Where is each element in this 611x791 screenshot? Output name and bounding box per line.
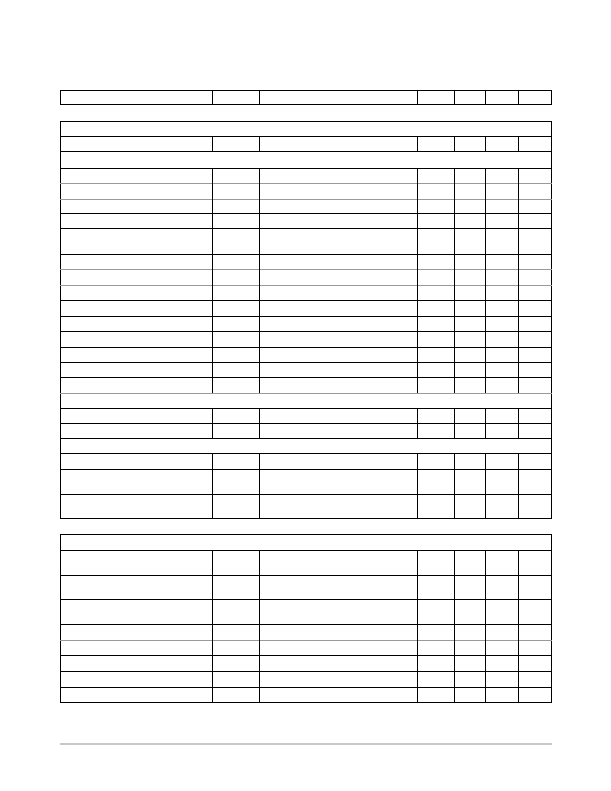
table-row-border xyxy=(60,469,552,470)
table-col-border xyxy=(485,90,486,105)
table-col-border xyxy=(212,168,213,393)
table-row-border xyxy=(60,168,552,169)
table-col-border xyxy=(454,90,455,105)
table-row-border xyxy=(60,136,552,137)
table-col-border xyxy=(454,550,455,702)
table-col-border xyxy=(518,408,519,438)
spec-table-two xyxy=(60,534,552,703)
table-row-border xyxy=(60,687,552,688)
table-col-border xyxy=(518,168,519,393)
table-col-border xyxy=(454,168,455,393)
table-col-border xyxy=(259,136,260,151)
table-row-border xyxy=(60,228,552,229)
table-row-border xyxy=(60,702,552,703)
table-col-border xyxy=(417,136,418,151)
table-border-right xyxy=(551,121,552,519)
footer-rule xyxy=(60,743,552,745)
table-row-border xyxy=(60,151,552,152)
table-row-border xyxy=(60,331,552,332)
table-row-border xyxy=(60,494,552,495)
table-col-border xyxy=(212,550,213,702)
table-col-border xyxy=(259,453,260,518)
table-col-border xyxy=(60,90,61,105)
table-border-left xyxy=(60,121,61,519)
table-col-border xyxy=(417,168,418,393)
table-col-border xyxy=(485,136,486,151)
table-row-border xyxy=(60,347,552,348)
table-row-border xyxy=(60,624,552,625)
table-row-border xyxy=(60,423,552,424)
table-col-border xyxy=(417,550,418,702)
table-col-border xyxy=(212,408,213,438)
table-row-border xyxy=(60,300,552,301)
table-row-border xyxy=(60,438,552,439)
table-row-border xyxy=(60,655,552,656)
table-row-border xyxy=(60,213,552,214)
table-row-border xyxy=(60,377,552,378)
table-row-border xyxy=(60,550,552,551)
header-table xyxy=(60,90,552,105)
table-border-right xyxy=(551,534,552,703)
table-border-left xyxy=(60,534,61,703)
table-col-border xyxy=(259,408,260,438)
table-row-border xyxy=(60,599,552,600)
table-row-border xyxy=(60,408,552,409)
table-row-border xyxy=(60,362,552,363)
table-col-border xyxy=(454,453,455,518)
table-row-border xyxy=(60,121,552,122)
table-col-border xyxy=(518,136,519,151)
table-col-border xyxy=(518,453,519,518)
table-col-border xyxy=(259,90,260,105)
table-col-border xyxy=(259,550,260,702)
table-col-border xyxy=(259,168,260,393)
table-row-border xyxy=(60,518,552,519)
table-col-border xyxy=(551,90,552,105)
table-col-border xyxy=(417,408,418,438)
table-row-border xyxy=(60,453,552,454)
table-row-border xyxy=(60,316,552,317)
table-row-border xyxy=(60,285,552,286)
table-row-border xyxy=(60,640,552,641)
table-col-border xyxy=(518,550,519,702)
table-col-border xyxy=(518,90,519,105)
table-col-border xyxy=(212,453,213,518)
table-col-border xyxy=(454,136,455,151)
table-col-border xyxy=(212,90,213,105)
table-row-border xyxy=(60,269,552,270)
table-col-border xyxy=(454,408,455,438)
table-row-border xyxy=(60,199,552,200)
table-row-border xyxy=(60,671,552,672)
table-col-border xyxy=(485,453,486,518)
spec-table-one xyxy=(60,121,552,519)
table-col-border xyxy=(485,168,486,393)
table-col-border xyxy=(485,550,486,702)
table-row-border xyxy=(60,393,552,394)
table-border-top xyxy=(60,90,552,91)
table-col-border xyxy=(417,90,418,105)
table-row-border xyxy=(60,254,552,255)
table-col-border xyxy=(485,408,486,438)
table-col-border xyxy=(417,453,418,518)
table-col-border xyxy=(212,136,213,151)
table-row-border xyxy=(60,575,552,576)
table-row-border xyxy=(60,183,552,184)
table-row-border xyxy=(60,534,552,535)
table-border-bottom xyxy=(60,104,552,105)
